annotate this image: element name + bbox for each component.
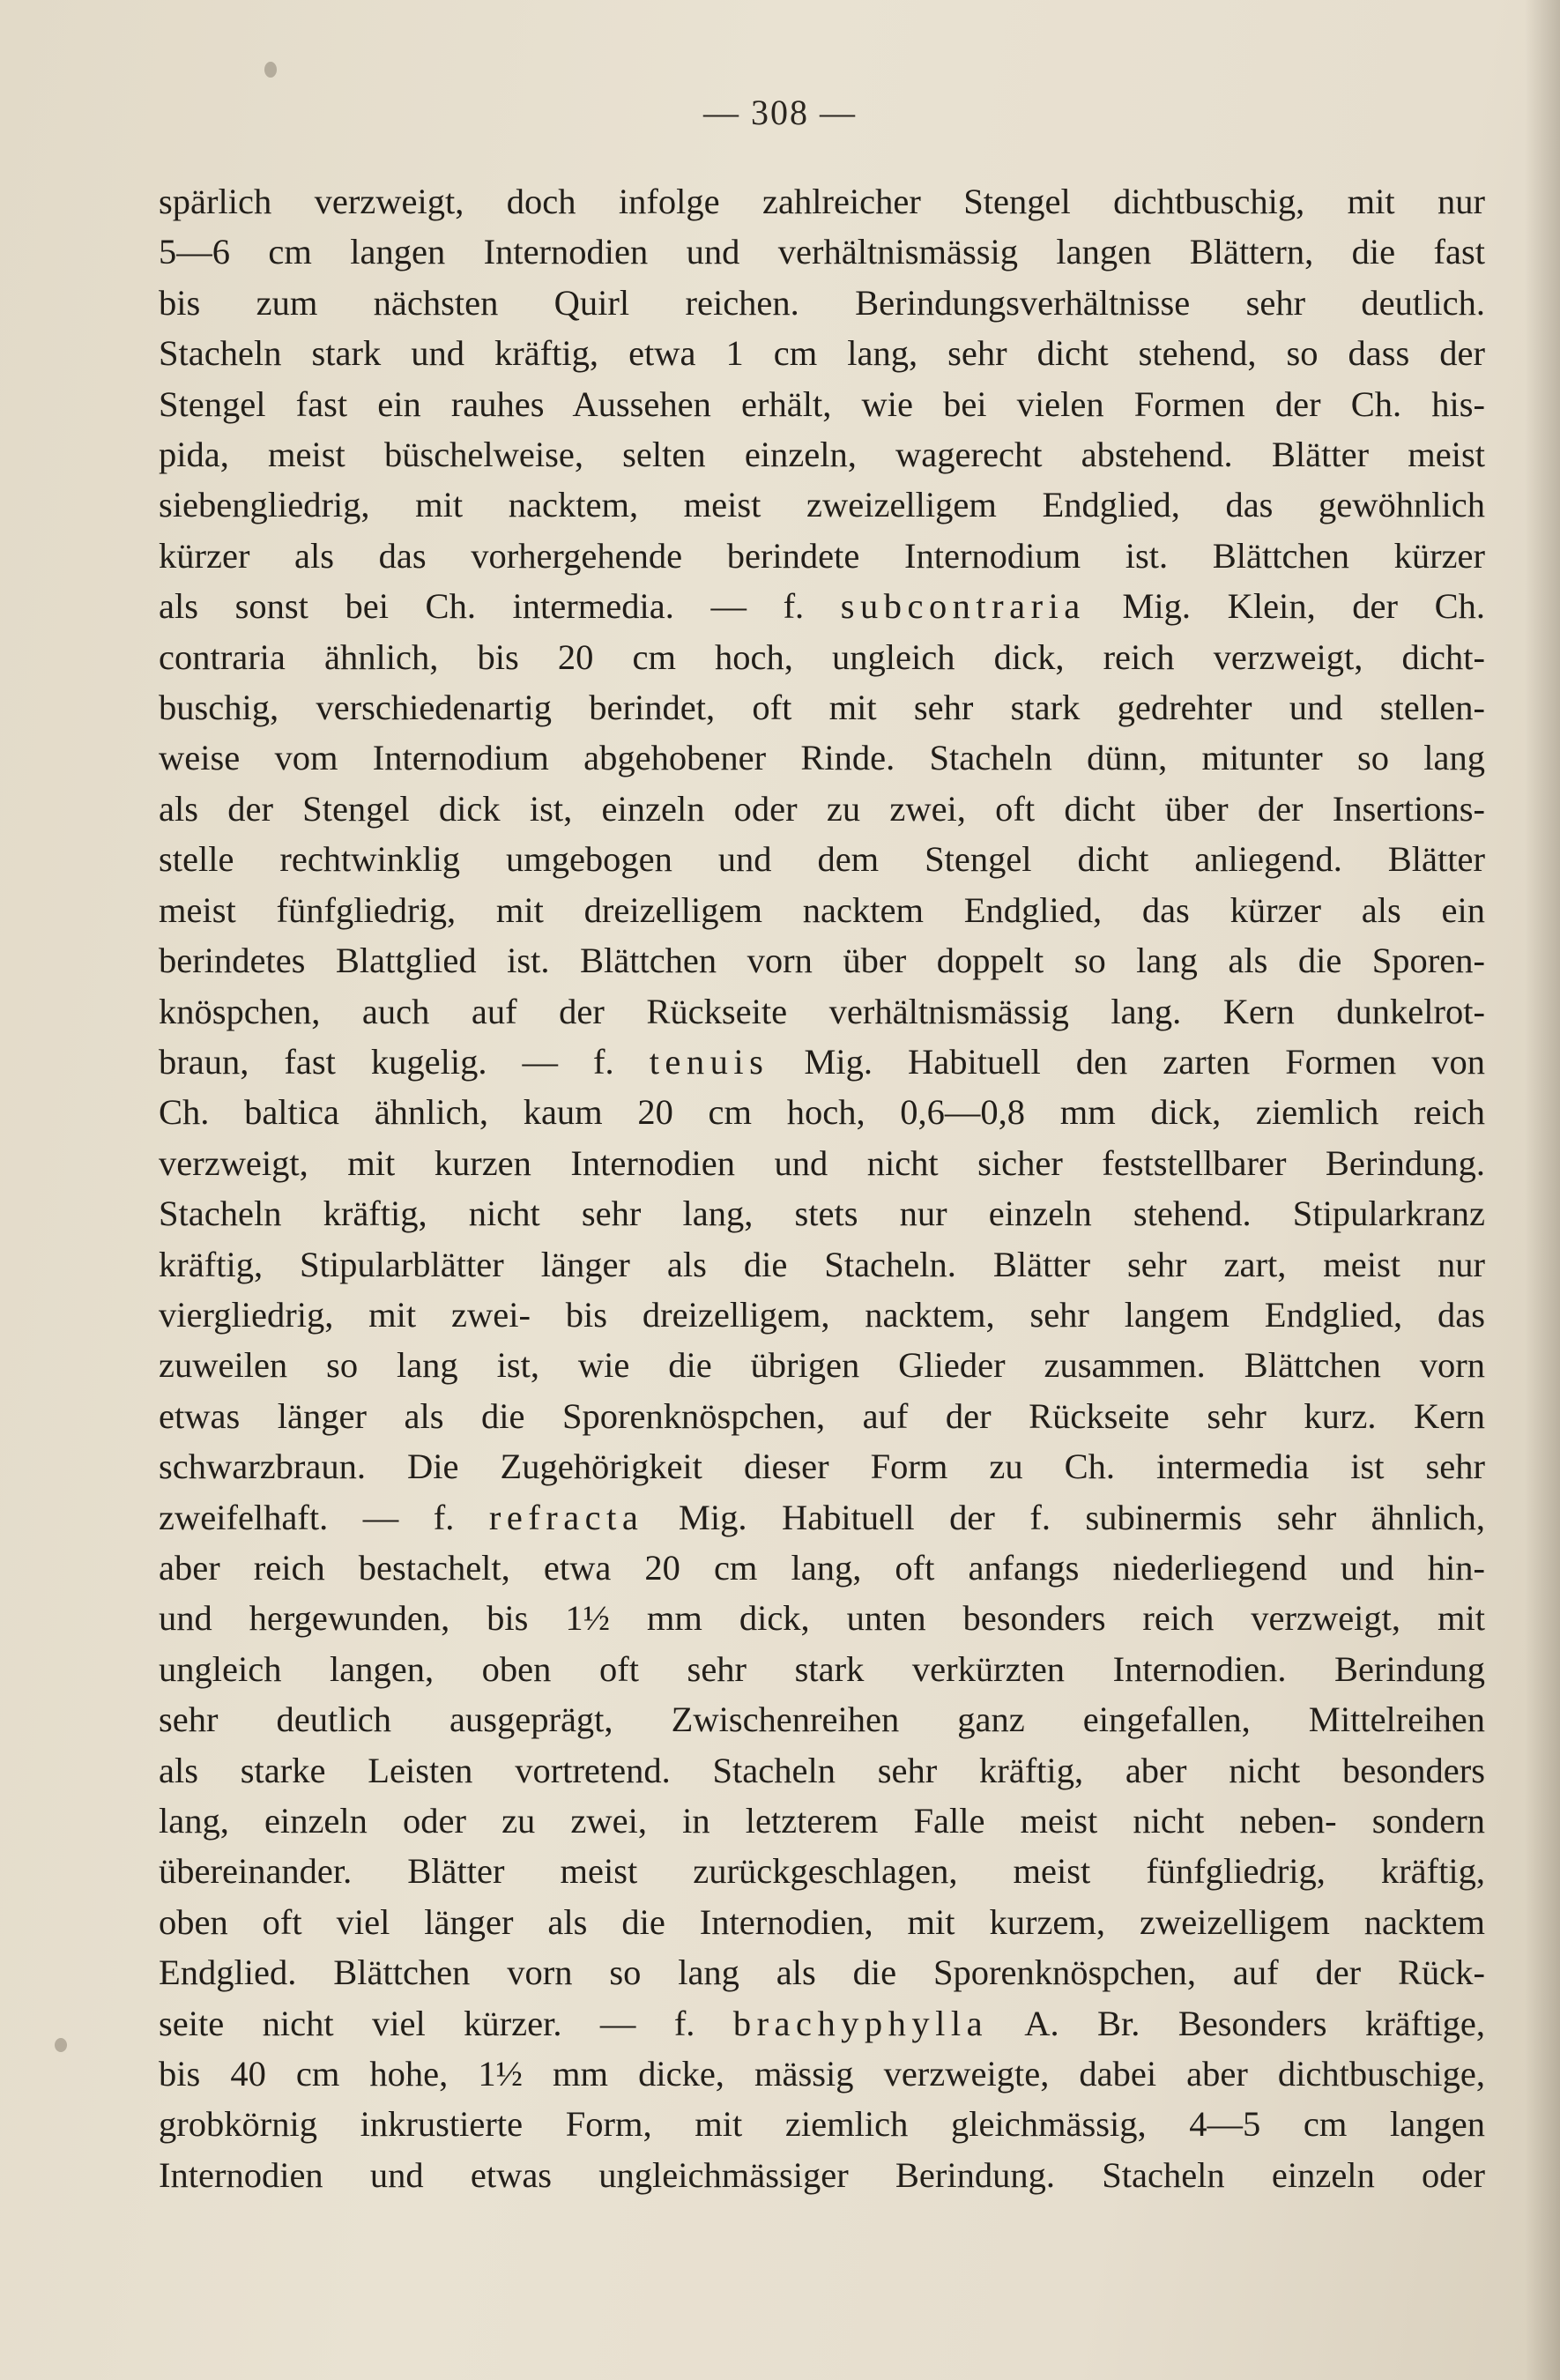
text-line (159, 379, 1485, 429)
text-segment: knöspchen, auch auf der Rückseite verhältnismässig lang. Kern dunkelrot- (159, 991, 1485, 1031)
text-line (159, 1644, 1485, 1694)
text-line (159, 986, 1485, 1037)
text-line (159, 1846, 1485, 1896)
text-line (159, 1188, 1485, 1238)
text-segment: buschig, verschiedenartig berindet, oft mit sehr stark gedrehter und stellen- (159, 688, 1485, 728)
text-segment: aber reich bestachelt, etwa 20 cm lang, oft anfangs niederliegend und hin- (159, 1547, 1485, 1588)
text-segment: und hergewunden, bis 1½ mm dick, unten besonders reich verzweigt, mit (159, 1598, 1485, 1639)
text-segment: Mig. Klein, der Ch. (1085, 586, 1486, 627)
text-line (159, 328, 1485, 378)
text-segment: lang, einzeln oder zu zwei, in letzterem Falle meist nicht neben- sondern (159, 1801, 1485, 1841)
text-segment: übereinander. Blätter meist zurückgeschlagen, meist fünfgliedrig, kräftig, (159, 1851, 1485, 1892)
text-line (159, 632, 1485, 682)
text-line (159, 1897, 1485, 1947)
paper-spot (264, 62, 277, 78)
page-number: — 308 — (703, 93, 857, 132)
text-line (159, 1796, 1485, 1846)
text-line (159, 531, 1485, 581)
taxon-name: subcontraria (840, 586, 1086, 627)
text-line (159, 176, 1485, 227)
text-segment: als der Stengel dick ist, einzeln oder zu zwei, oft dicht über der Insertions- (159, 788, 1485, 829)
text-line (159, 1745, 1485, 1796)
text-segment: bis 40 cm hohe, 1½ mm dicke, mässig verzweigte, dabei aber dichtbuschige, (159, 2054, 1485, 2094)
page-edge-shadow (1525, 0, 1560, 2380)
text-line (159, 784, 1485, 834)
text-segment: schwarzbraun. Die Zugehörigkeit dieser Form zu Ch. intermedia ist sehr (159, 1447, 1485, 1487)
text-segment: kürzer als das vorhergehende berindete Internodium ist. Blättchen kürzer (159, 535, 1485, 576)
text-segment: Ch. baltica ähnlich, kaum 20 cm hoch, 0,6—0,8 mm dick, ziemlich reich (159, 1092, 1485, 1133)
text-segment: berindetes Blattglied ist. Blättchen vorn über doppelt so lang als die Sporen- (159, 941, 1485, 981)
text-segment: Endglied. Blättchen vorn so lang als die Sporenknöspchen, auf der Rück- (159, 1952, 1485, 1993)
text-line (159, 2150, 1485, 2200)
text-segment: zuweilen so lang ist, wie die übrigen Glieder zusammen. Blättchen vorn (159, 1345, 1485, 1386)
text-segment: bis zum nächsten Quirl reichen. Berindungsverhältnisse sehr deutlich. (159, 282, 1485, 323)
text-line (159, 227, 1485, 277)
text-segment: kräftig, Stipularblätter länger als die Stacheln. Blätter sehr zart, meist nur (159, 1244, 1485, 1284)
taxon-name: brachyphylla (732, 2003, 989, 2043)
text-line (159, 885, 1485, 935)
text-line (159, 1593, 1485, 1643)
text-line (159, 1492, 1485, 1543)
text-line (159, 2049, 1485, 2099)
text-segment: verzweigt, mit kurzen Internodien und nicht sicher feststellbarer Berindung. (159, 1142, 1485, 1183)
text-segment: A. Br. Besonders kräftige, (988, 2003, 1485, 2043)
text-line (159, 1694, 1485, 1744)
text-line (159, 1543, 1485, 1593)
text-line (159, 682, 1485, 733)
body-text (159, 176, 1485, 2200)
text-segment: Stengel fast ein rauhes Aussehen erhält, wie bei vielen Formen der Ch. his- (159, 383, 1485, 424)
text-segment: grobkörnig inkrustierte Form, mit ziemlich gleichmässig, 4—5 cm langen (159, 2104, 1485, 2145)
text-line (159, 1441, 1485, 1491)
text-segment: Stacheln stark und kräftig, etwa 1 cm lang, sehr dicht stehend, so dass der (159, 333, 1485, 374)
text-segment: weise vom Internodium abgehobener Rinde. Stacheln dünn, mitunter so lang (159, 738, 1485, 778)
text-line (159, 1138, 1485, 1188)
text-segment: braun, fast kugelig. — f. (159, 1041, 650, 1082)
paper-spot (55, 2038, 67, 2052)
text-line (159, 480, 1485, 530)
text-segment: spärlich verzweigt, doch infolge zahlreicher Stengel dichtbuschig, mit nur (159, 182, 1485, 221)
text-line (159, 733, 1485, 783)
text-segment: stelle rechtwinklig umgebogen und dem Stengel dicht anliegend. Blätter (159, 839, 1485, 880)
text-segment: oben oft viel länger als die Internodien, mit kurzem, zweizelligem nacktem (159, 1901, 1485, 1942)
text-segment: seite nicht viel kürzer. — f. (159, 2003, 733, 2043)
text-line (159, 1391, 1485, 1441)
text-segment: etwas länger als die Sporenknöspchen, auf der Rückseite sehr kurz. Kern (159, 1395, 1485, 1436)
text-line (159, 1340, 1485, 1390)
taxon-name: tenuis (649, 1041, 769, 1082)
text-segment: ungleich langen, oben oft sehr stark verkürzten Internodien. Berindung (159, 1648, 1485, 1689)
text-line (159, 1037, 1485, 1087)
text-segment: Mig. Habituell den zarten Formen von (769, 1041, 1486, 1082)
text-line (159, 429, 1485, 480)
text-line (159, 1947, 1485, 1997)
text-line (159, 2099, 1485, 2149)
text-segment: Mig. Habituell der f. subinermis sehr ähnlich, (643, 1497, 1486, 1537)
text-segment: Internodien und etwas ungleichmässiger Berindung. Stacheln einzeln oder (159, 2154, 1485, 2195)
text-segment: 5—6 cm langen Internodien und verhältnismässig langen Blättern, die fast (159, 232, 1485, 272)
text-segment: zweifelhaft. — f. (159, 1497, 489, 1537)
text-segment: pida, meist büschelweise, selten einzeln, wagerecht abstehend. Blätter meist (159, 435, 1485, 475)
text-line (159, 834, 1485, 884)
text-segment: als sonst bei Ch. intermedia. — f. (159, 586, 841, 627)
text-line (159, 1998, 1485, 2049)
text-line (159, 278, 1485, 328)
taxon-name: refracta (488, 1497, 644, 1537)
text-segment: contraria ähnlich, bis 20 cm hoch, ungleich dick, reich verzweigt, dicht- (159, 636, 1485, 677)
text-line (159, 1290, 1485, 1340)
text-segment: viergliedrig, mit zwei- bis dreizelligem, nacktem, sehr langem Endglied, das (159, 1294, 1485, 1335)
text-line (159, 935, 1485, 985)
text-line (159, 1087, 1485, 1137)
text-segment: meist fünfgliedrig, mit dreizelligem nacktem Endglied, das kürzer als ein (159, 889, 1485, 930)
text-line (159, 581, 1485, 631)
text-line (159, 1239, 1485, 1290)
text-segment: siebengliedrig, mit nacktem, meist zweizelligem Endglied, das gewöhnlich (159, 485, 1485, 525)
text-segment: sehr deutlich ausgeprägt, Zwischenreihen ganz eingefallen, Mittelreihen (159, 1699, 1485, 1740)
text-segment: als starke Leisten vortretend. Stacheln sehr kräftig, aber nicht besonders (159, 1750, 1485, 1790)
text-segment: Stacheln kräftig, nicht sehr lang, stets nur einzeln stehend. Stipularkranz (159, 1194, 1485, 1234)
